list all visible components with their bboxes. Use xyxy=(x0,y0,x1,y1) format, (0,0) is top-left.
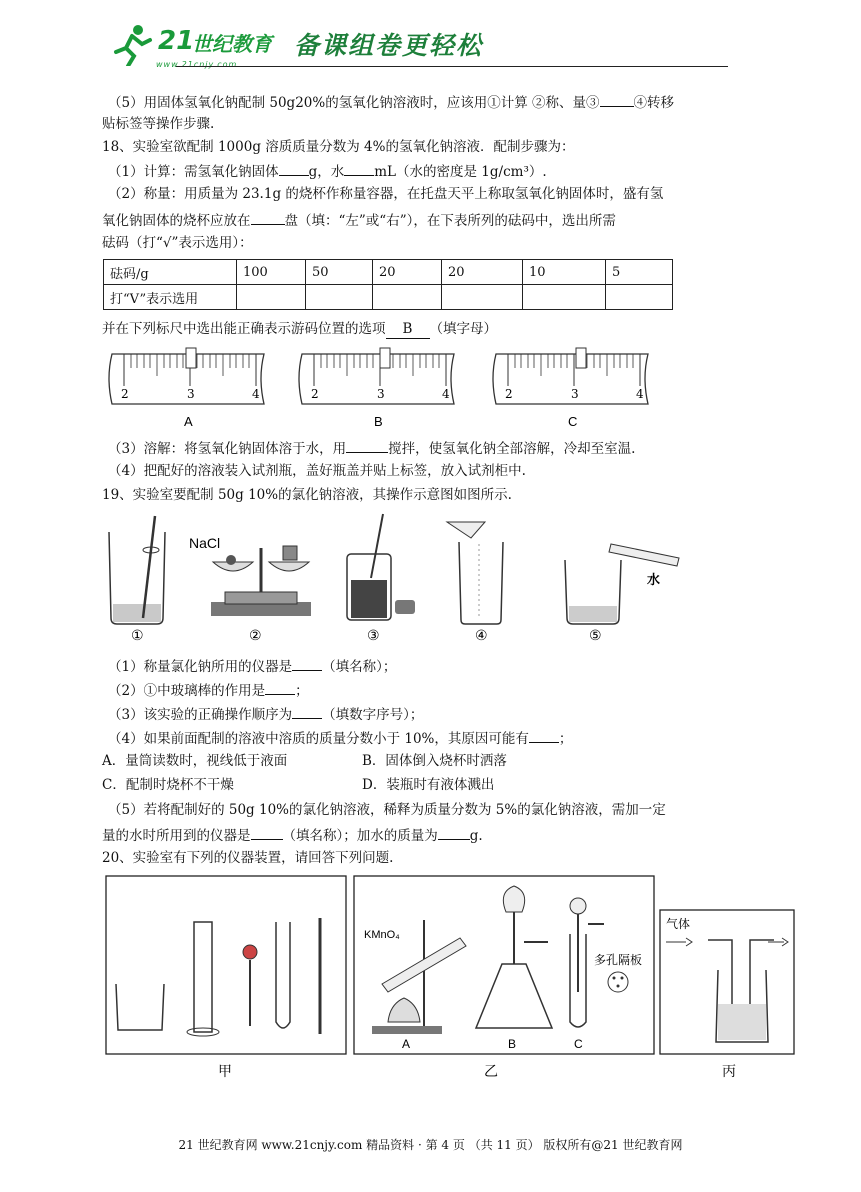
logo-number: 21 xyxy=(158,26,195,56)
ruler-tick-label: 3 xyxy=(377,387,385,401)
scale-answer: B xyxy=(386,320,430,339)
table-cell[interactable] xyxy=(373,285,442,310)
q18-2-line3: 砝码（打“√”表示选用）： xyxy=(102,235,253,251)
ruler-c xyxy=(493,348,648,429)
q19-4-line: （4）如果前面配制的溶液中溶质的质量分数小于 10%，其原因可能有 ； xyxy=(108,728,572,748)
answer-blank xyxy=(438,825,470,840)
ruler-label-b: B xyxy=(374,414,383,429)
q19-option-a: A．量筒读数时，视线低于液面 xyxy=(102,753,288,769)
nacl-label: NaCl xyxy=(189,535,221,551)
panel-label-bing: 丙 xyxy=(722,1064,736,1080)
q19-title: 19、实验室要配制 50g 10%的氯化钠溶液，其操作示意图如图所示. xyxy=(102,487,512,503)
answer-blank xyxy=(251,210,285,225)
q18-2-line2: 氧化钠固体的烧杯应放在 盘（填：“左”或“右”），在下表所列的砝码中，选出所需 xyxy=(102,210,616,230)
ruler-label-a: A xyxy=(184,414,193,429)
q18-title: 18、实验室欲配制 1000g 溶质质量分数为 4%的氢氧化钠溶液．配制步骤为： xyxy=(102,139,575,155)
answer-blank xyxy=(600,92,634,107)
ruler-tick-label: 4 xyxy=(442,387,450,401)
q19-figure xyxy=(103,508,689,644)
answer-blank xyxy=(344,161,374,176)
weights-table xyxy=(103,259,673,310)
step-label: ⑤ xyxy=(589,628,602,644)
answer-blank xyxy=(292,656,322,671)
graduated-cylinder-icon xyxy=(194,922,212,1032)
apparatus-a xyxy=(364,920,466,1051)
kmno4-label: KMnO₄ xyxy=(364,929,400,941)
step-label: ③ xyxy=(367,628,380,644)
logo-url: www.21cnjy.com xyxy=(156,60,238,69)
table-cell: 砝码/g xyxy=(104,260,237,285)
ruler-tick-label: 3 xyxy=(187,387,195,401)
ruler-a xyxy=(109,348,264,429)
q19-option-b: B．固体倒入烧杯时洒落 xyxy=(362,753,507,769)
panel-label-jia: 甲 xyxy=(218,1064,232,1080)
beaker-icon xyxy=(116,984,164,1030)
q17-5-line2: 贴标签等操作步骤. xyxy=(102,116,215,132)
table-cell: 50 xyxy=(306,260,373,285)
ruler-tick-label: 4 xyxy=(252,387,260,401)
q17-5-line: （5）用固体氢氧化钠配制 50g20%的氢氧化钠溶液时，应该用①计算 ②称、量③ ④转移 xyxy=(108,92,674,112)
header-slogan: 备课组卷更轻松 xyxy=(294,31,484,60)
step-label: ② xyxy=(249,628,262,644)
header-rule xyxy=(176,66,728,67)
q20-title: 20、实验室有下列的仪器装置，请回答下列问题. xyxy=(102,850,394,866)
q18-scale-question: 并在下列标尺中选出能正确表示游码位置的选项 B （填字母） xyxy=(102,321,497,337)
instruments-jia xyxy=(116,918,320,1036)
logo-name: 世纪教育 xyxy=(192,32,272,56)
table-row xyxy=(104,285,673,310)
table-cell[interactable] xyxy=(237,285,306,310)
q19-option-d: D．装瓶时有液体溅出 xyxy=(362,777,495,793)
test-tube-icon xyxy=(276,922,290,1028)
answer-blank xyxy=(265,680,295,695)
answer-blank xyxy=(529,728,559,743)
runner-logo-icon xyxy=(112,22,156,66)
table-cell: 20 xyxy=(442,260,523,285)
panel-label-yi: 乙 xyxy=(484,1064,498,1080)
q18-1-line: （1）计算：需氢氧化钠固体 g，水 mL（水的密度是 1g/cm³）. xyxy=(108,161,547,181)
table-cell: 5 xyxy=(606,260,673,285)
ruler-label-c: C xyxy=(568,414,578,429)
ruler-b xyxy=(299,348,454,429)
q19-2-line: （2）①中玻璃棒的作用是 ； xyxy=(108,680,309,700)
gas-label: 气体 xyxy=(666,917,691,931)
answer-blank xyxy=(346,438,388,453)
table-cell: 100 xyxy=(237,260,306,285)
q19-5-line2: 量的水时所用到的仪器是 （填名称）；加水的质量为 g. xyxy=(102,825,483,845)
dropper-icon xyxy=(243,945,257,959)
water-label: 水 xyxy=(647,573,661,588)
page-footer: 21 世纪教育网 www.21cnjy.com 精品资料 · 第 4 页 （共 11 页） 版权所有@21 世纪教育网 xyxy=(178,1138,683,1152)
device-label-a: A xyxy=(402,1037,411,1051)
table-cell[interactable] xyxy=(606,285,673,310)
ruler-tick-label: 4 xyxy=(636,387,644,401)
ruler-tick-label: 2 xyxy=(311,387,319,401)
step-label: ① xyxy=(131,628,144,644)
table-cell: 10 xyxy=(523,260,606,285)
gas-bottle-icon xyxy=(666,916,788,1042)
apparatus-b xyxy=(476,886,552,1051)
q19-1-line: （1）称量氯化钠所用的仪器是 （填名称）； xyxy=(108,656,396,676)
ruler-tick-label: 3 xyxy=(571,387,579,401)
q18-2-line: （2）称量：用质量为 23.1g 的烧杯作称量容器，在托盘天平上称取氢氧化钠固体时，盛有氢 xyxy=(108,186,664,202)
porous-plate-label: 多孔隔板 xyxy=(594,953,643,967)
table-row xyxy=(104,260,673,285)
answer-blank xyxy=(279,161,309,176)
table-cell: 打“V”表示选用 xyxy=(104,285,237,310)
q18-3-line: （3）溶解：将氢氧化钠固体溶于水，用 搅拌，使氢氧化钠全部溶解，冷却至室温. xyxy=(108,438,635,458)
ruler-tick-label: 2 xyxy=(505,387,513,401)
q19-option-c: C．配制时烧杯不干燥 xyxy=(102,777,234,793)
table-cell: 20 xyxy=(373,260,442,285)
table-cell[interactable] xyxy=(306,285,373,310)
ruler-tick-label: 2 xyxy=(121,387,129,401)
device-label-b: B xyxy=(508,1037,517,1051)
q19-5-line: （5）若将配制好的 50g 10%的氯化钠溶液，稀释为质量分数为 5%的氯化钠溶液，需加一定 xyxy=(108,802,666,818)
apparatus-c xyxy=(570,898,642,1051)
q20-figure xyxy=(104,872,796,1084)
q19-3-line: （3）该实验的正确操作顺序为 （填数字序号）； xyxy=(108,704,423,724)
answer-blank xyxy=(251,825,283,840)
step-label: ④ xyxy=(475,628,488,644)
table-cell[interactable] xyxy=(523,285,606,310)
rulers-figure xyxy=(104,346,666,430)
device-label-c: C xyxy=(574,1037,583,1051)
table-cell[interactable] xyxy=(442,285,523,310)
panel-jia xyxy=(106,876,346,1054)
answer-blank xyxy=(292,704,322,719)
q18-4-line: （4）把配好的溶液装入试剂瓶，盖好瓶盖并贴上标签，放入试剂柜中. xyxy=(108,463,526,479)
